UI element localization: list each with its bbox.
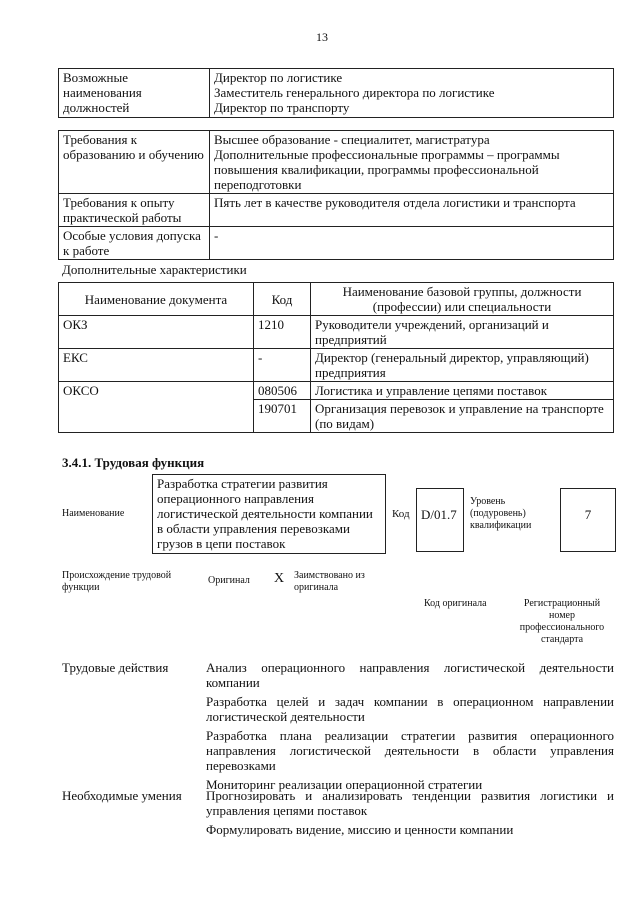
education-line: Дополнительные профессиональные программы – программы повышения квалификации, программы профессиональной переподготовки [214, 147, 560, 192]
skill-item: Формулировать видение, миссию и ценности компании [206, 822, 514, 837]
action-item: Разработка плана реализации стратегии развития операционного направления логистической деятельности в области управления перевозками [206, 728, 614, 773]
position-item: Директор по логистике [214, 70, 343, 85]
code-value: D/01.7 [421, 507, 457, 522]
row-doc: ЕКС [59, 349, 254, 382]
header-name: Наименование базовой группы, должности (профессии) или специальности [311, 283, 614, 316]
actions-label: Трудовые действия [62, 660, 169, 675]
reg-number-label: Регистрационный номер профессионального стандарта [519, 598, 605, 645]
conditions-value: - [210, 227, 614, 260]
requirements-table [58, 130, 614, 260]
row-code: 080506 [254, 382, 311, 400]
education-value [210, 131, 614, 194]
page-number: 13 [316, 30, 328, 44]
function-name-value: Разработка стратегии развития операционного направления логистической деятельности компании в области управления перевозками грузов в цепи поставок [157, 476, 373, 551]
code-original-label: Код оригинала [424, 598, 487, 609]
code-box [416, 488, 464, 552]
header-code: Код [254, 283, 311, 316]
row-name: Директор (генеральный директор, управляющий) предприятия [311, 349, 614, 382]
function-heading: 3.4.1. Трудовая функция [62, 455, 205, 470]
action-item: Мониторинг реализации операционной стратегии [206, 777, 483, 792]
row-code: 190701 [254, 400, 311, 433]
position-item: Заместитель генерального директора по логистике [214, 85, 495, 100]
origin-label: Происхождение трудовой функции [62, 570, 172, 593]
skills-list [206, 788, 614, 837]
conditions-label: Особые условия допуска к работе [59, 227, 210, 260]
experience-label: Требования к опыту практической работы [59, 194, 210, 227]
header-doc: Наименование документа [59, 283, 254, 316]
row-name: Руководители учреждений, организаций и предприятий [311, 316, 614, 349]
education-label: Требования к образованию и обучению [59, 131, 210, 194]
education-line: Высшее образование - специалитет, магистратура [214, 132, 490, 147]
actions-list [206, 660, 614, 792]
level-label: Уровень (подуровень) квалификации [470, 496, 532, 531]
action-item: Анализ операционного направления логистической деятельности компании [206, 660, 614, 690]
additional-table [58, 282, 614, 433]
original-mark: X [274, 571, 285, 586]
name-label: Наименование [62, 508, 125, 519]
positions-values [210, 69, 614, 118]
code-label: Код [392, 508, 410, 520]
row-doc: ОКЗ [59, 316, 254, 349]
position-item: Директор по транспорту [214, 100, 350, 115]
row-name: Логистика и управление цепями поставок [311, 382, 614, 400]
level-value: 7 [584, 507, 592, 522]
positions-label: Возможные наименования должностей [59, 69, 210, 118]
borrowed-label: Заимствовано из оригинала [294, 570, 365, 593]
experience-value: Пять лет в качестве руководителя отдела логистики и транспорта [210, 194, 614, 227]
original-label: Оригинал [208, 575, 250, 586]
row-name: Организация перевозок и управление на транспорте (по видам) [311, 400, 614, 433]
level-box [560, 488, 616, 552]
row-code: 1210 [254, 316, 311, 349]
skill-item: Прогнозировать и анализировать тенденции развития логистики и управления цепями поставок [206, 788, 614, 818]
function-name-box [152, 474, 386, 554]
row-code: - [254, 349, 311, 382]
additional-title: Дополнительные характеристики [62, 262, 247, 277]
positions-table [58, 68, 614, 118]
row-doc: ОКСО [59, 382, 254, 433]
skills-label: Необходимые умения [62, 788, 182, 803]
action-item: Разработка целей и задач компании в операционном направлении логистической деятельности [206, 694, 614, 724]
